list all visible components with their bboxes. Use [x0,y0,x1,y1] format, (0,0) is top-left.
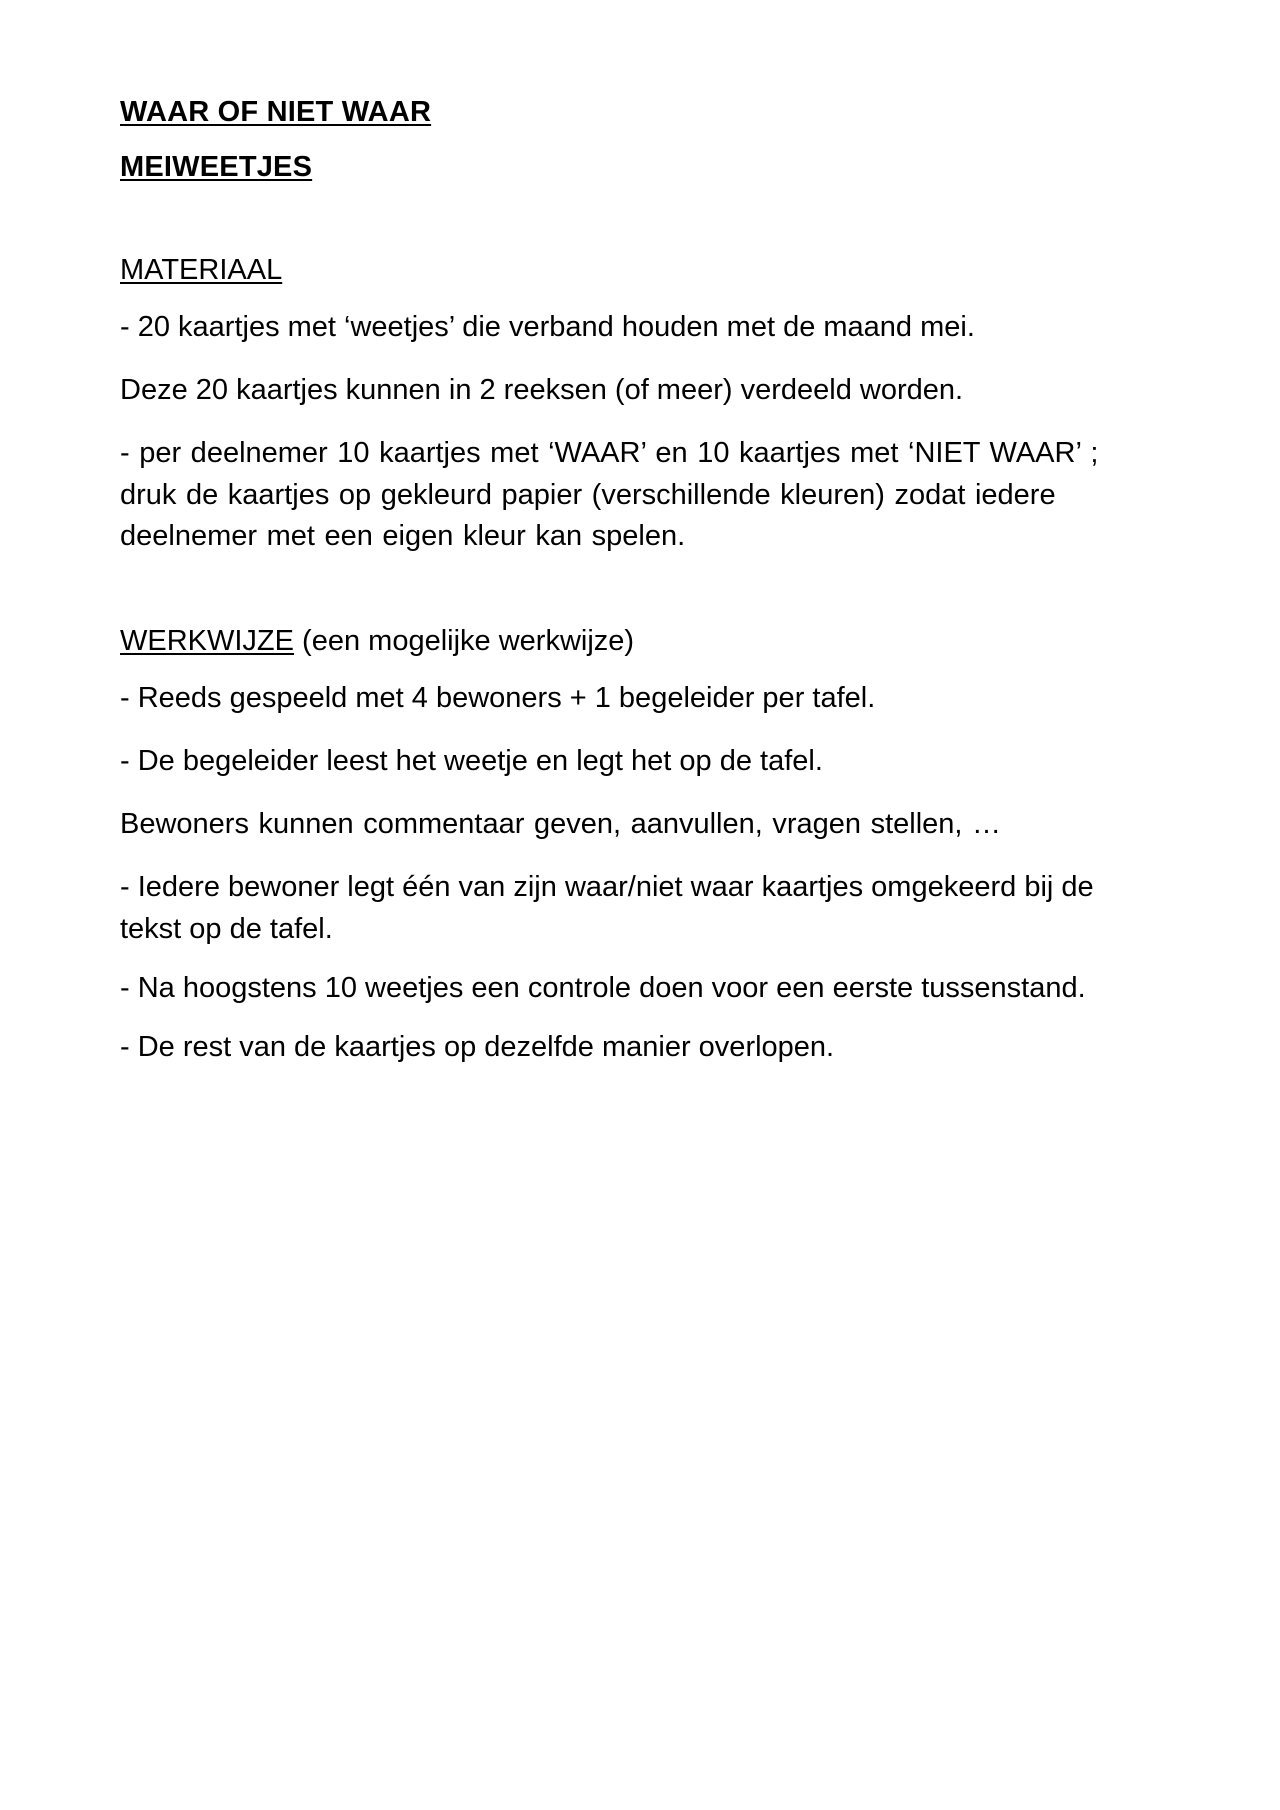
spacer [120,845,1160,867]
spacer [120,348,1160,370]
section-heading-materiaal [120,256,1160,285]
section-heading-werkwijze-suffix: (een mogelijke werkwijze) [294,624,635,657]
paragraph-materiaal-2: Deze 20 kaartjes kunnen in 2 reeksen (of meer) verdeeld worden. [120,374,964,407]
spacer [120,719,1160,741]
document-title-line-2: MEIWEETJES [120,151,313,183]
spacer [120,656,1160,678]
document-body [120,98,1160,1068]
section-heading-werkwijze [120,624,1160,657]
document-title-line-1: WAAR OF NIET WAAR [120,96,432,128]
paragraph-werkwijze-5: - Na hoogstens 10 weetjes een controle doen voor een eerste tussenstand. [120,971,1086,1004]
paragraph-werkwijze-2: - De begeleider leest het weetje en legt het op de tafel. [120,745,823,778]
spacer [120,411,1160,433]
spacer [120,1009,1160,1027]
spacer [120,285,1160,307]
section-heading-werkwijze-label: WERKWIJZE [120,624,294,657]
paragraph-materiaal-3: - per deelnemer 10 kaartjes met ‘WAAR’ en 10 kaartjes met ‘NIET WAAR’ ; druk de kaartjes op gekleurd papier (verschillende kleuren) zodat iedere deelnemer met een eigen kleur kan spelen. [120,437,1099,552]
paragraph-materiaal-1: - 20 kaartjes met ‘weetjes’ die verband houden met de maand mei. [120,311,975,343]
paragraph-werkwijze-3: Bewoners kunnen commentaar geven, aanvullen, vragen stellen, … [120,808,1002,841]
spacer [120,557,1160,627]
spacer [120,182,1160,256]
spacer [120,782,1160,804]
paragraph-werkwijze-4: - Iedere bewoner legt één van zijn waar/niet waar kaartjes omgekeerd bij de tekst op de tafel. [120,871,1094,945]
spacer [120,950,1160,968]
section-heading-materiaal-label: MATERIAAL [120,254,283,286]
paragraph-werkwijze-1: - Reeds gespeeld met 4 bewoners + 1 begeleider per tafel. [120,681,876,714]
paragraph-werkwijze-6: - De rest van de kaartjes op dezelfde manier overlopen. [120,1030,835,1063]
